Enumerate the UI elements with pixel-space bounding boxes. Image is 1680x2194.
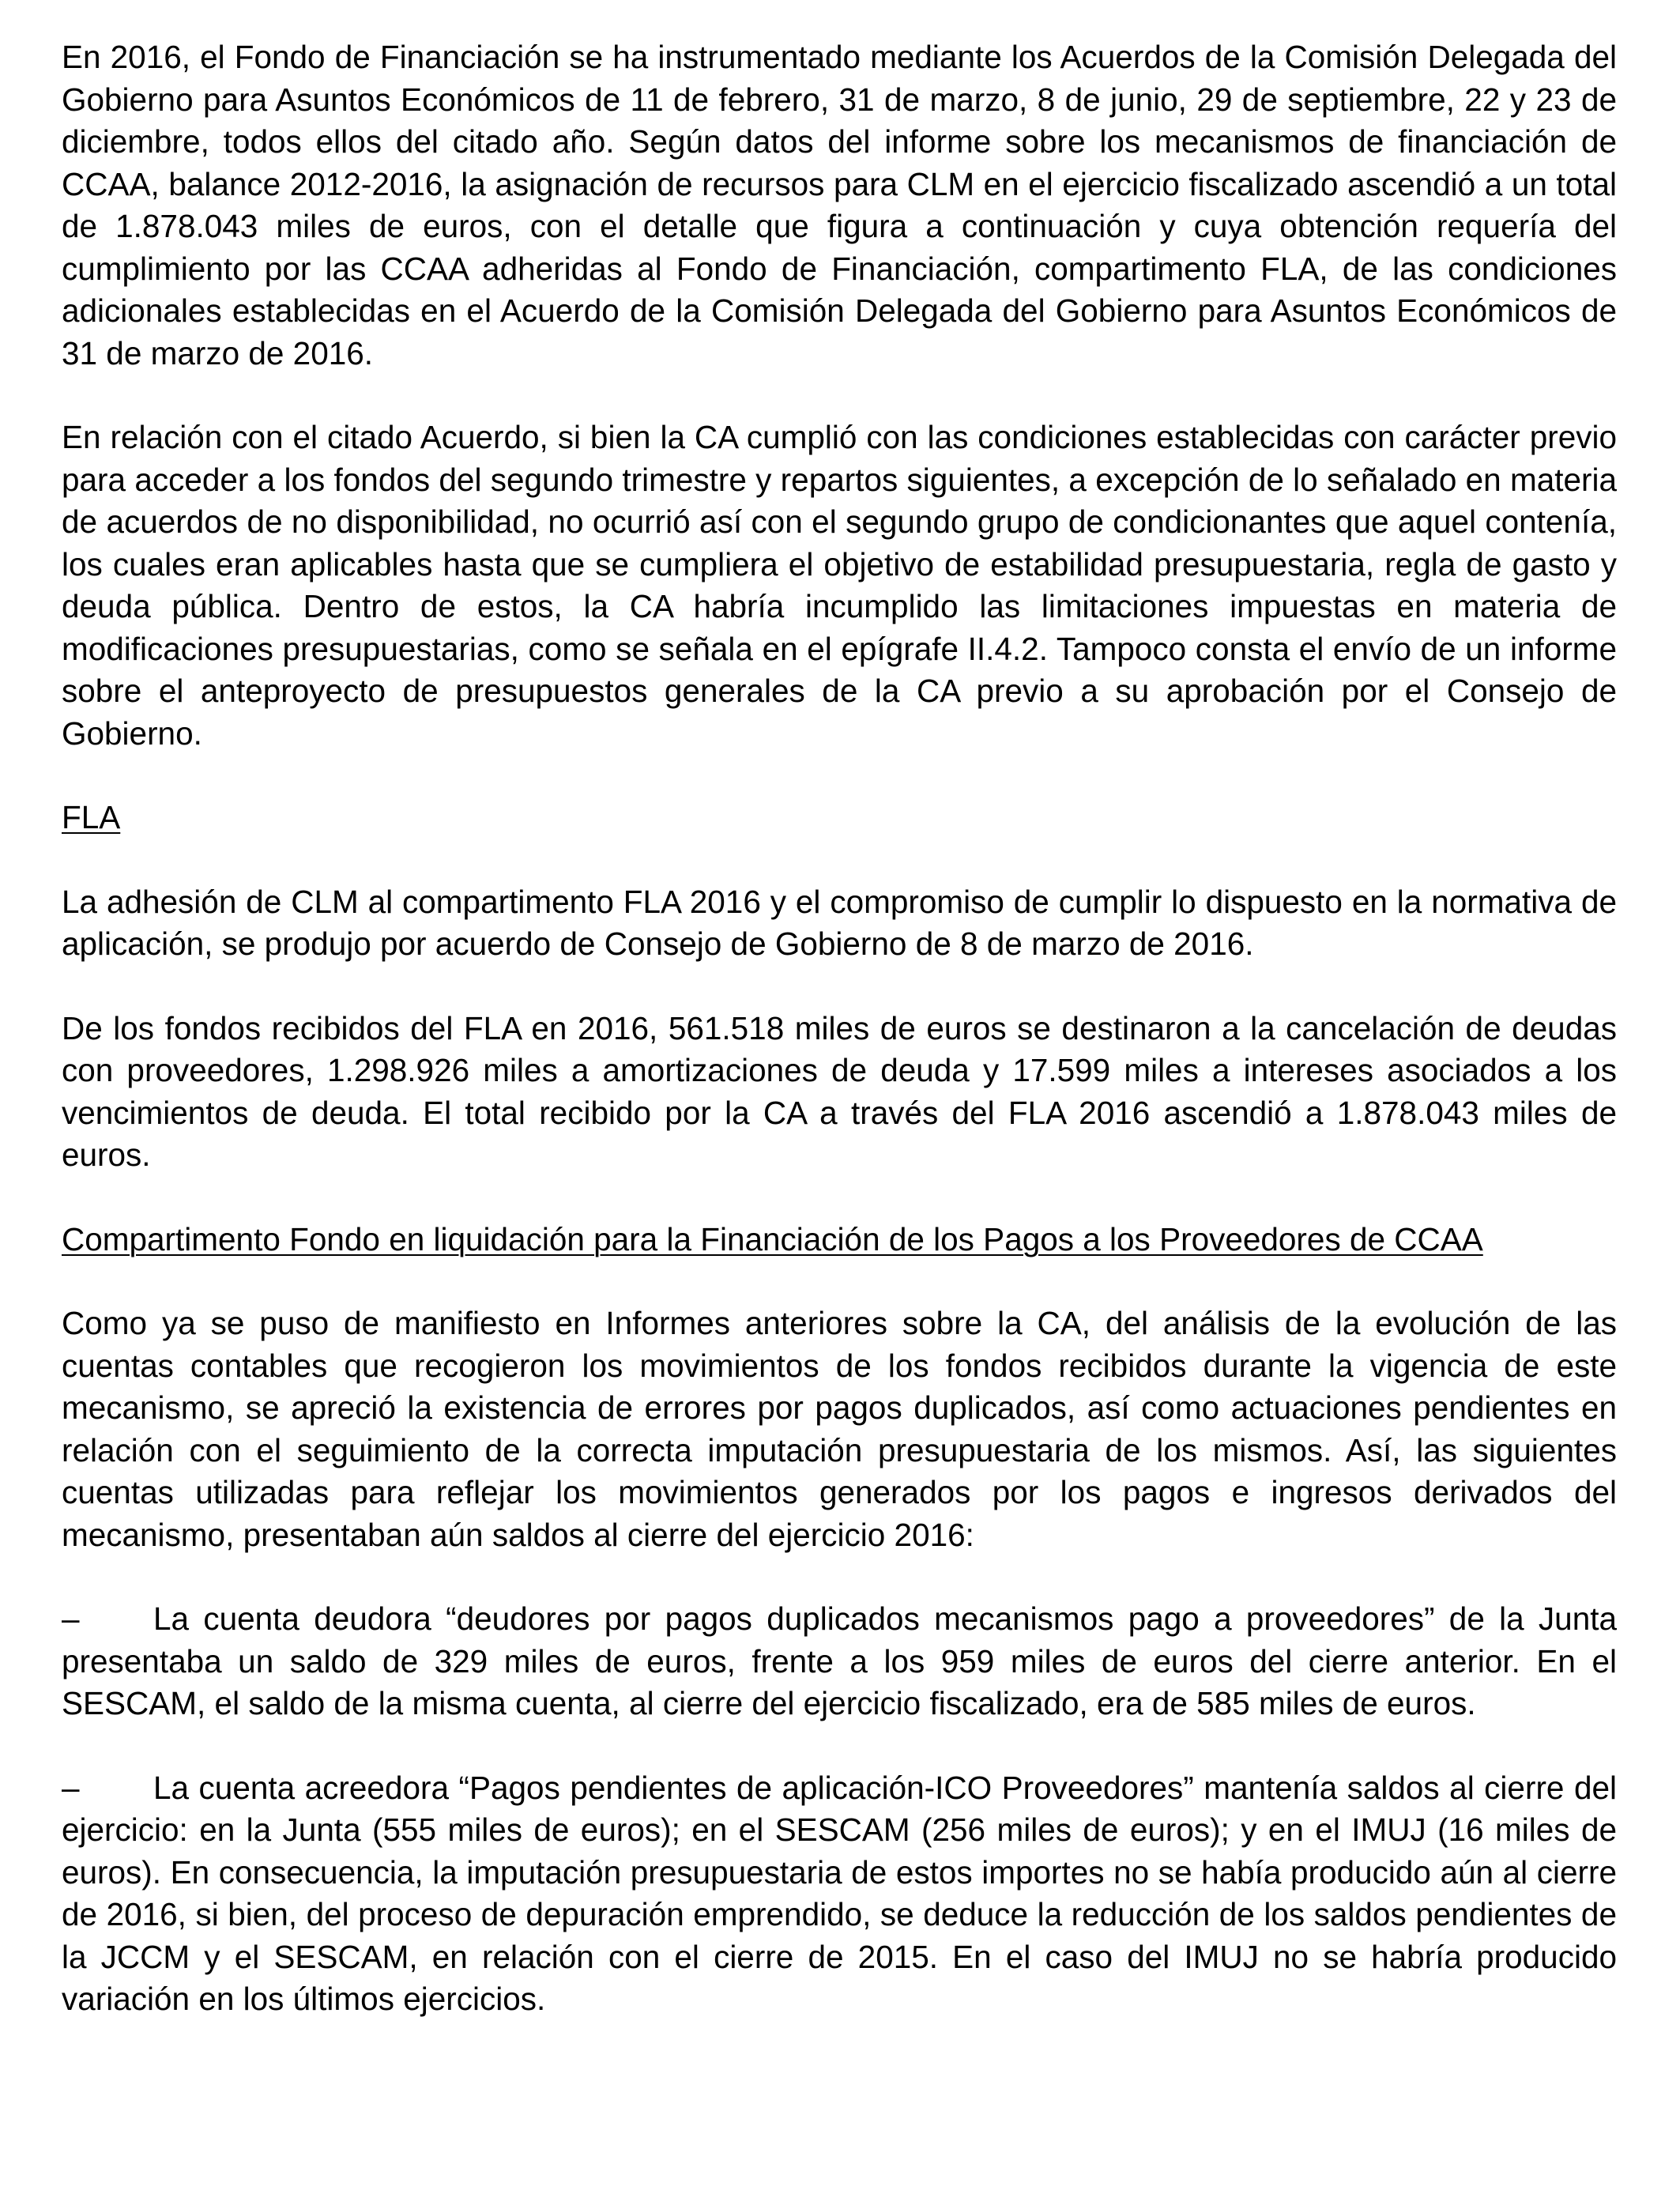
list-item-text: La cuenta acreedora “Pagos pendientes de aplicación-ICO Proveedores” mantenía saldos al cierre del ejercicio: en la Junta (555 miles de euros); en el SESCAM (256 miles de euros); y en el IMUJ (16 miles de euros). En consecuencia, la imputación presupuestaria de estos importes no se había producido aún al cierre de 2016, si bien, del proceso de depuración emprendido, se deduce la reducción de los saldos pendientes de la JCCM y el SESCAM, en relación con el cierre de 2015. En el caso del IMUJ no se habría producido variación en los últimos ejercicios. bbox=[62, 1769, 1617, 2017]
paragraph-fondos-recibidos: De los fondos recibidos del FLA en 2016, 561.518 miles de euros se destinaron a la cancelación de deudas con proveedores, 1.298.926 miles a amortizaciones de deuda y 17.599 miles a intereses asociados a los vencimientos de deuda. El total recibido por la CA a través del FLA 2016 ascendió a 1.878.043 miles de euros. bbox=[62, 1009, 1617, 1173]
dash-bullet-icon: – bbox=[62, 1769, 80, 1806]
paragraph-acuerdo-condiciones: En relación con el citado Acuerdo, si bien la CA cumplió con las condiciones establecidas con carácter previo para acceder a los fondos del segundo trimestre y repartos siguientes, a excepción de lo señalado en materia de acuerdos de no disponibilidad, no ocurrió así con el segundo grupo de condicionantes que aquel contenía, los cuales eran aplicables hasta que se cumpliera el objetivo de estabilidad presupuestaria, regla de gasto y deuda pública. Dentro de estos, la CA habría incumplido las limitaciones impuestas en materia de modificaciones presupuestarias, como se señala en el epígrafe II.4.2. Tampoco consta el envío de un informe sobre el anteproyecto de presupuestos generales de la CA previo a su aprobación por el Consejo de Gobierno. bbox=[62, 419, 1617, 752]
list-item-cuenta-acreedora bbox=[62, 1767, 1617, 2021]
list-item-cuenta-deudora bbox=[62, 1598, 1617, 1725]
section-heading-compartimento: Compartimento Fondo en liquidación para la Financiación de los Pagos a los Proveedores de CCAA bbox=[62, 1220, 1483, 1257]
document-page bbox=[62, 36, 1617, 2063]
paragraph-adhesion-fla: La adhesión de CLM al compartimento FLA 2016 y el compromiso de cumplir lo dispuesto en la normativa de aplicación, se produjo por acuerdo de Consejo de Gobierno de 8 de marzo de 2016. bbox=[62, 883, 1617, 962]
section-heading-fla: FLA bbox=[62, 799, 121, 835]
list-item-text: La cuenta deudora “deudores por pagos duplicados mecanismos pago a proveedores” de la Junta presentaba un saldo de 329 miles de euros, frente a los 959 miles de euros del cierre anterior. En el SESCAM, el saldo de la misma cuenta, al cierre del ejercicio fiscalizado, era de 585 miles de euros. bbox=[62, 1600, 1617, 1721]
paragraph-cuentas-contables: Como ya se puso de manifiesto en Informes anteriores sobre la CA, del análisis de la evolución de las cuentas contables que recogieron los movimientos de los fondos recibidos durante la vigencia de este mecanismo, se apreció la existencia de errores por pagos duplicados, así como actuaciones pendientes en relación con el seguimiento de la correcta imputación presupuestaria de los mismos. Así, las siguientes cuentas utilizadas para reflejar los movimientos generados por los pagos e ingresos derivados del mecanismo, presentaban aún saldos al cierre del ejercicio 2016: bbox=[62, 1305, 1617, 1553]
dash-bullet-icon: – bbox=[62, 1600, 80, 1637]
paragraph-fondo-financiacion: En 2016, el Fondo de Financiación se ha instrumentado mediante los Acuerdos de la Comisión Delegada del Gobierno para Asuntos Económicos de 11 de febrero, 31 de marzo, 8 de junio, 29 de septiembre, 22 y 23 de diciembre, todos ellos del citado año. Según datos del informe sobre los mecanismos de financiación de CCAA, balance 2012-2016, la asignación de recursos para CLM en el ejercicio fiscalizado ascendió a un total de 1.878.043 miles de euros, con el detalle que figura a continuación y cuya obtención requería del cumplimiento por las CCAA adheridas al Fondo de Financiación, compartimento FLA, de las condiciones adicionales establecidas en el Acuerdo de la Comisión Delegada del Gobierno para Asuntos Económicos de 31 de marzo de 2016. bbox=[62, 39, 1617, 371]
